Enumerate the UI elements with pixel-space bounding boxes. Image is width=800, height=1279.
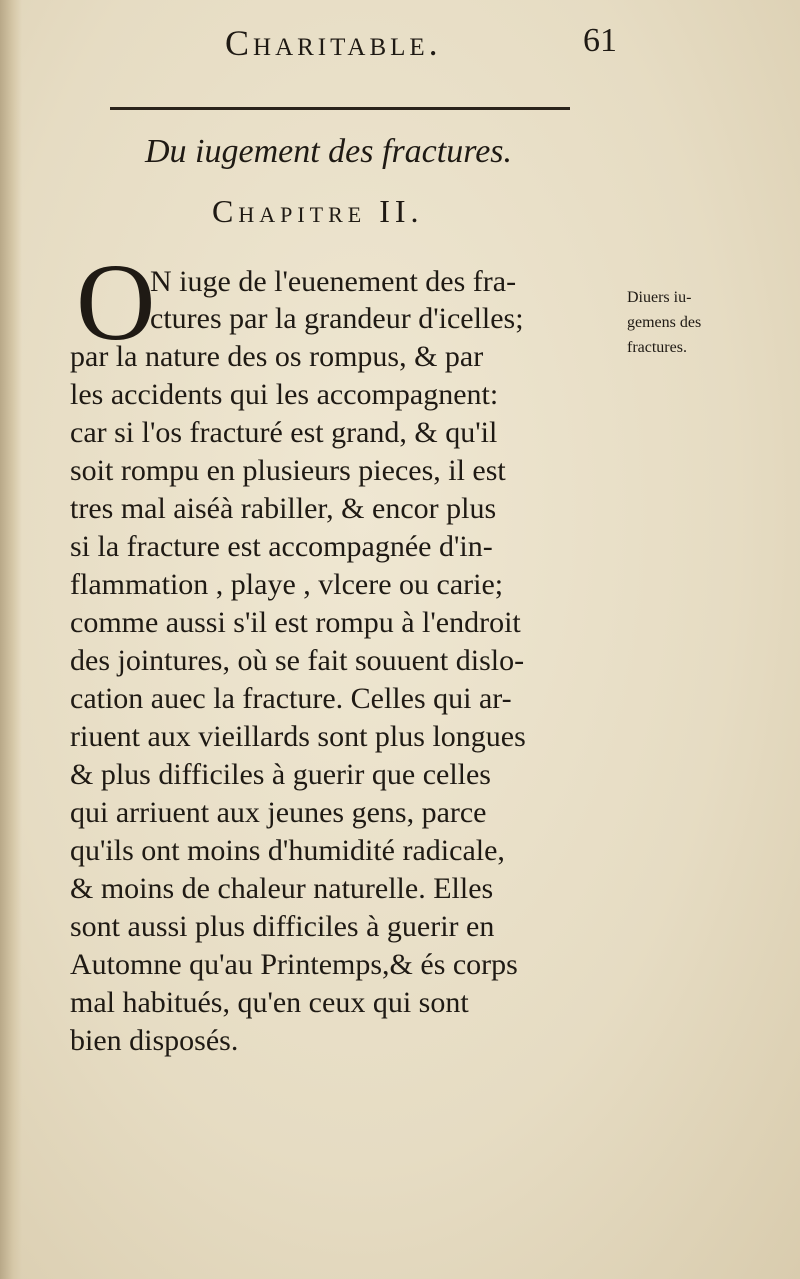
text-line: les accidents qui les accompagnent: (70, 378, 499, 411)
margin-note (627, 285, 767, 360)
section-title: Du iugement des fractures. (145, 133, 513, 170)
text-line: bien disposés. (70, 1024, 239, 1057)
text-line: sont aussi plus difficiles à guerir en (70, 910, 495, 943)
text-line: flammation , playe , vlcere ou carie; (70, 568, 504, 601)
text-line: & moins de chaleur naturelle. Elles (70, 872, 494, 905)
text-line: Automne qu'au Printemps,& és corps (70, 948, 518, 981)
text-line: qui arriuent aux jeunes gens, parce (70, 796, 487, 829)
page-number: 61 (583, 22, 617, 59)
running-title: Charitable. (225, 23, 442, 63)
header-rule (110, 107, 570, 110)
text-line: qu'ils ont moins d'humidité radicale, (70, 834, 505, 867)
text-line: cation auec la fracture. Celles qui ar- (70, 682, 512, 715)
text-line: tres mal aiséà rabiller, & encor plus (70, 492, 497, 525)
running-head (225, 22, 625, 72)
text-line: N iuge de l'euenement des fra- (150, 265, 517, 298)
text-line: mal habitués, qu'en ceux qui sont (70, 986, 469, 1019)
text-line: par la nature des os rompus, & par (70, 340, 484, 373)
chapter-title: Chapitre II. (212, 193, 424, 229)
text-line: car si l'os fracturé est grand, & qu'il (70, 416, 498, 449)
text-line: & plus difficiles à guerir que celles (70, 758, 491, 791)
page-gutter (0, 0, 22, 1279)
text-line: si la fracture est accompagnée d'in- (70, 530, 493, 563)
margin-note-line: fractures. (627, 339, 687, 356)
text-line: comme aussi s'il est rompu à l'endroit (70, 606, 521, 639)
margin-note-line: gemens des (627, 314, 702, 331)
text-line: des jointures, où se fait souuent dislo- (70, 644, 525, 677)
text-line: riuent aux vieillards sont plus longues (70, 720, 526, 753)
text-line: ctures par la grandeur d'icelles; (150, 302, 524, 335)
text-line: soit rompu en plusieurs pieces, il est (70, 454, 506, 487)
margin-note-line: Diuers iu- (627, 289, 692, 306)
drop-cap: O (76, 241, 156, 363)
